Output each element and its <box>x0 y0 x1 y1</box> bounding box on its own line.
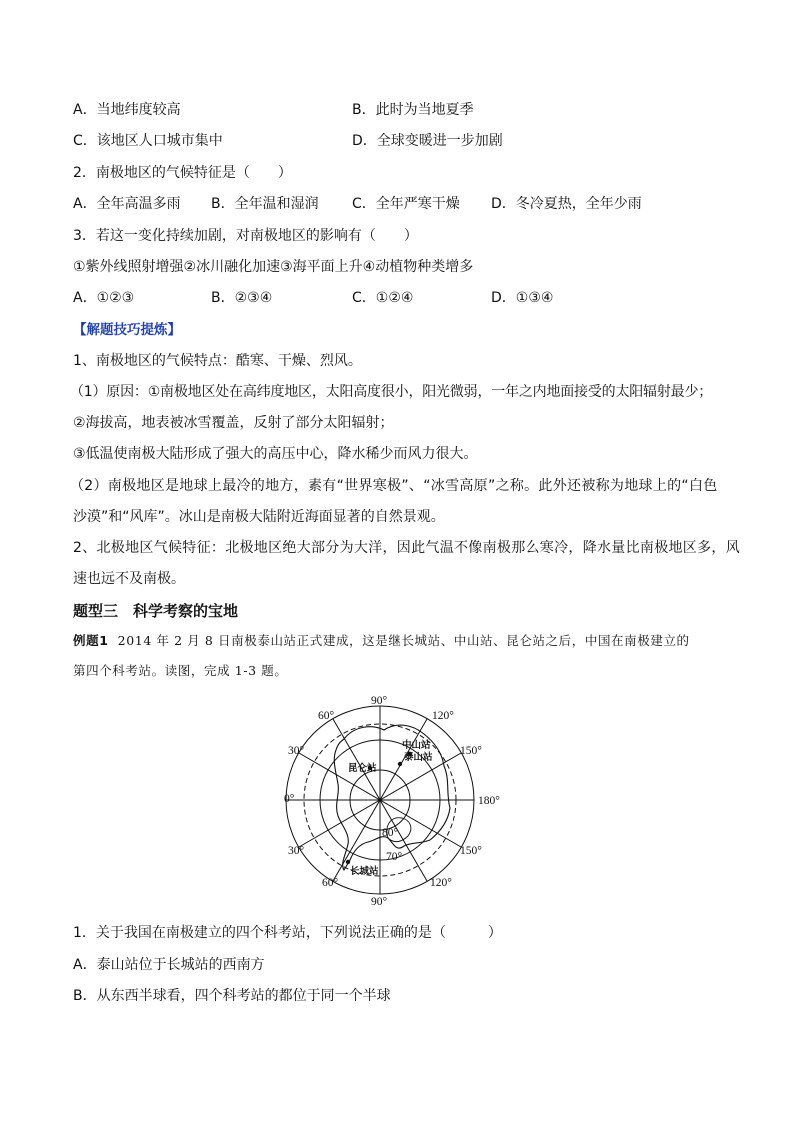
q2-stem: 2．南极地区的气候特征是（ ） <box>73 165 292 181</box>
lon-label-rb: 150° <box>460 845 482 857</box>
q1-option-a: A．当地纬度较高 <box>73 102 181 118</box>
tips-p5b: 沙漠”和“风库”。冰山是南极大陆附近海面显著的自然景观。 <box>73 509 445 525</box>
lon-label-tl: 60° <box>318 710 335 722</box>
tips-p6a: 2、北极地区气候特征：北极地区绝大部分为大洋，因此气温不像南极那么寒冷，降水量比南极地区多，风 <box>73 540 741 556</box>
lon-label-rt: 150° <box>460 745 482 757</box>
q3-items: ①紫外线照射增强②冰川融化加速③海平面上升④动植物种类增多 <box>73 259 474 275</box>
lat-label-80: 80° <box>382 827 399 839</box>
q3-option-b: B．②③④ <box>211 290 273 306</box>
lon-label-bottom: 90° <box>371 896 388 906</box>
q2-option-d: D．冬冷夏热，全年少雨 <box>491 196 642 212</box>
tips-p5a: （2）南极地区是地球上最冷的地方，素有“世界寒极”、“冰雪高原”之称。此外还被称为地球上的“白色 <box>70 478 718 494</box>
section-title: 题型三 科学考察的宝地 <box>73 602 239 620</box>
q-after-option-a: A．泰山站位于长城站的西南方 <box>73 957 265 973</box>
tips-p3: ②海拔高，地表被冰雪覆盖，反射了部分太阳辐射； <box>73 415 394 431</box>
q3-option-d: D．①③④ <box>491 290 554 306</box>
q-after-option-b: B．从东西半球看，四个科考站的都位于同一个半球 <box>73 988 391 1004</box>
q2-option-c: C．全年严寒干燥 <box>352 196 460 212</box>
lon-label-left: 0° <box>284 793 295 805</box>
lon-label-lb: 30° <box>288 845 305 857</box>
tips-p4: ③低温使南极大陆形成了强大的高压中心，降水稀少而风力很大。 <box>73 446 478 462</box>
lon-label-tr: 120° <box>432 710 454 722</box>
station-label-taishan: 泰山站 <box>404 752 433 763</box>
station-label-changcheng: 长城站 <box>350 866 379 877</box>
station-label-kunlun: 昆仑站 <box>348 763 377 774</box>
lon-label-top: 90° <box>371 695 388 707</box>
q2-option-b: B．全年温和湿润 <box>211 196 319 212</box>
changcheng-station-dot <box>346 860 350 864</box>
tips-p6b: 速也远不及南极。 <box>73 571 185 587</box>
antarctica-map <box>284 694 514 906</box>
q3-option-a: A．①②③ <box>73 290 135 306</box>
q3-option-c: C．①②④ <box>352 290 414 306</box>
station-label-zhongshan: 中山站 <box>402 740 431 751</box>
lon-label-right: 180° <box>478 795 500 807</box>
lon-label-bl: 60° <box>322 877 339 889</box>
q1-option-c: C．该地区人口城市集中 <box>73 133 223 149</box>
tips-p2: （1）原因：①南极地区处在高纬度地区，太阳高度很小，阳光微弱，一年之内地面接受的太阳辐射最少； <box>70 384 713 400</box>
tips-p1: 1、南极地区的气候特点：酷寒、干燥、烈风。 <box>73 353 362 369</box>
example-text2: 第四个科考站。读图，完成 1-3 题。 <box>73 663 288 678</box>
lat-label-70: 70° <box>386 851 403 863</box>
q3-stem: 3．若这一变化持续加剧，对南极地区的影响有（ ） <box>73 228 418 244</box>
q2-option-a: A．全年高温多雨 <box>73 196 181 212</box>
lon-label-br: 120° <box>430 877 452 889</box>
taishan-station-dot <box>398 762 402 766</box>
lon-label-lt: 30° <box>288 745 305 757</box>
q1-option-d: D．全球变暖进一步加剧 <box>352 133 503 149</box>
tips-title: 【解题技巧提炼】 <box>73 322 181 338</box>
example-text1: 2014 年 2 月 8 日南极泰山站正式建成，这是继长城站、中山站、昆仑站之后，中国在南极建立的 <box>117 633 690 648</box>
q1-option-b: B．此时为当地夏季 <box>352 102 474 118</box>
example-label: 例题1 <box>73 633 109 648</box>
q-after-stem: 1．关于我国在南极建立的四个科考站，下列说法正确的是（ ） <box>73 925 502 941</box>
example-text-line1 <box>73 631 690 651</box>
